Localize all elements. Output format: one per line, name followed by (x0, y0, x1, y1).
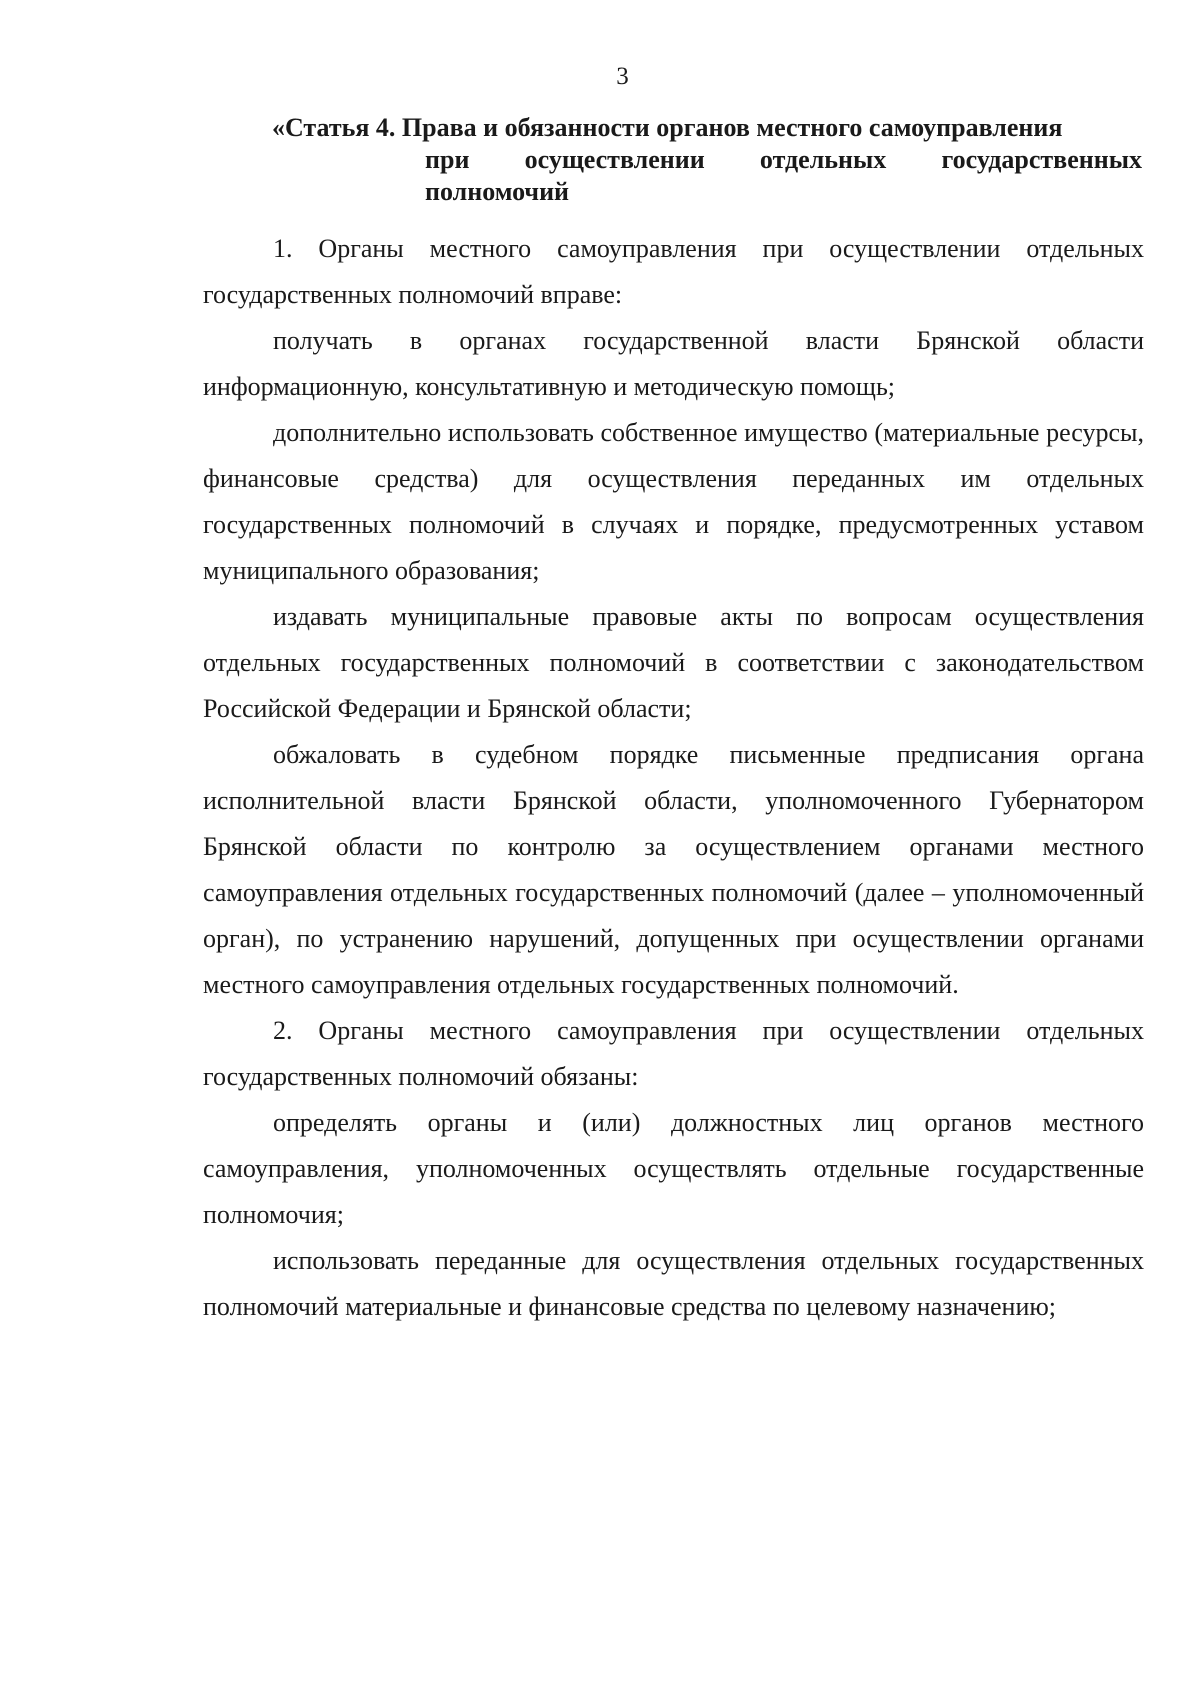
paragraph-duty-use-funds: использовать переданные для осуществления отдельных государственных полномочий материальные и финансовые средства по целевому назначению; (203, 1246, 1144, 1321)
paragraph-duties-intro: 2. Органы местного самоуправления при осуществлении отдельных государственных полномочий обязаны: (203, 1016, 1144, 1091)
article-heading-continuation: при осуществлении отдельных государственных полномочий (425, 145, 1142, 206)
paragraph-right-own-property: дополнительно использовать собственное имущество (материальные ресурсы, финансовые средства) для осуществления переданных им отдельных государственных полномочий в случаях и порядке, предусмотренных уставом муниципального образования; (203, 418, 1144, 585)
paragraph-right-legal-acts: издавать муниципальные правовые акты по вопросам осуществления отдельных государственных полномочий в соответствии с законодательством Российской Федерации и Брянской области; (203, 602, 1144, 723)
paragraph-right-assistance: получать в органах государственной власти Брянской области информационную, консультативную и методическую помощь; (203, 326, 1144, 401)
article-body (203, 226, 1144, 1330)
article-heading-line1: «Статья 4. Права и обязанности органов местного самоуправления (272, 113, 1063, 142)
paragraph-rights-intro: 1. Органы местного самоуправления при осуществлении отдельных государственных полномочий вправе: (203, 234, 1144, 309)
article-heading (272, 112, 1142, 208)
paragraph-duty-designate-officials: определять органы и (или) должностных лиц органов местного самоуправления, уполномоченных осуществлять отдельные государственные полномочия; (203, 1108, 1144, 1229)
paragraph-right-appeal: обжаловать в судебном порядке письменные предписания органа исполнительной власти Брянской области, уполномоченного Губернатором Брянской области по контролю за осуществлением органами местного самоуправления отдельных государственных полномочий (далее – уполномоченный орган), по устранению нарушений, допущенных при осуществлении органами местного самоуправления отдельных государственных полномочий. (203, 740, 1144, 999)
page-number: 3 (616, 63, 629, 90)
